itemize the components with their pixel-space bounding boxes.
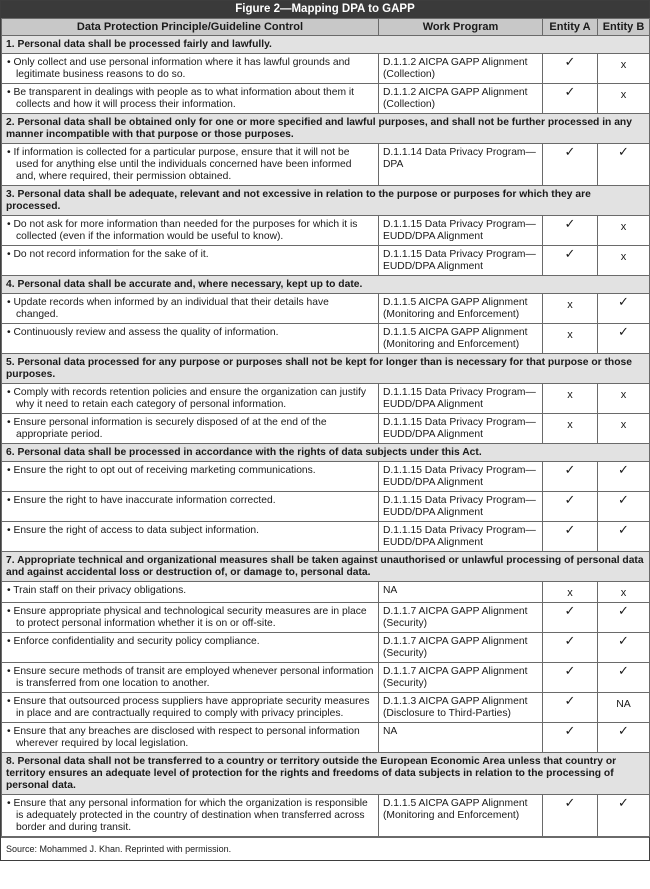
table-row [2, 693, 650, 723]
work-program-cell: D.1.1.15 Data Privacy Program—EUDD/DPA Alignment [379, 246, 543, 276]
work-program-cell: D.1.1.7 AICPA GAPP Alignment (Security) [379, 603, 543, 633]
entity-b-cell: x [598, 216, 650, 246]
table-row [2, 603, 650, 633]
control-cell: • Ensure the right to opt out of receiving marketing communications. [2, 462, 379, 492]
table-row [2, 582, 650, 603]
table-row [2, 84, 650, 114]
entity-b-cell: x [598, 414, 650, 444]
section-row [2, 186, 650, 216]
section-heading: 3. Personal data shall be adequate, relevant and not excessive in relation to the purpose or purposes for which they are processed. [2, 186, 650, 216]
control-cell: • Ensure that outsourced process suppliers have appropriate security measures in place and are contractually required to comply with privacy principles. [2, 693, 379, 723]
entity-b-cell: x [598, 582, 650, 603]
control-cell: • If information is collected for a particular purpose, ensure that it will not be used for anything else until the individuals concerned have been informed and, where required, their permission obtained. [2, 144, 379, 186]
work-program-cell: D.1.1.15 Data Privacy Program—EUDD/DPA Alignment [379, 216, 543, 246]
entity-b-cell: NA [598, 693, 650, 723]
control-cell: • Ensure appropriate physical and technological security measures are in place to protect personal information whether it is on or off-site. [2, 603, 379, 633]
table-row [2, 324, 650, 354]
work-program-cell: D.1.1.15 Data Privacy Program—EUDD/DPA Alignment [379, 522, 543, 552]
col-header-entity-a: Entity A [543, 19, 598, 36]
work-program-cell: D.1.1.15 Data Privacy Program—EUDD/DPA Alignment [379, 384, 543, 414]
section-row [2, 354, 650, 384]
table-row [2, 723, 650, 753]
header-row [2, 19, 650, 36]
control-cell: • Ensure the right of access to data subject information. [2, 522, 379, 552]
table-row [2, 795, 650, 837]
work-program-cell: NA [379, 582, 543, 603]
table-row [2, 414, 650, 444]
work-program-cell: D.1.1.15 Data Privacy Program—EUDD/DPA Alignment [379, 414, 543, 444]
col-header-entity-b: Entity B [598, 19, 650, 36]
table-row [2, 54, 650, 84]
section-row [2, 753, 650, 795]
entity-a-cell: x [543, 414, 598, 444]
section-row [2, 276, 650, 294]
entity-a-cell: ✓ [543, 54, 598, 84]
entity-a-cell: ✓ [543, 246, 598, 276]
section-heading: 1. Personal data shall be processed fairly and lawfully. [2, 36, 650, 54]
section-heading: 7. Appropriate technical and organizational measures shall be taken against unauthorised or unlawful processing of personal data and against accidental loss or destruction of, or damage to, personal data. [2, 552, 650, 582]
table-row [2, 522, 650, 552]
work-program-cell: D.1.1.15 Data Privacy Program—EUDD/DPA Alignment [379, 492, 543, 522]
section-row [2, 36, 650, 54]
entity-b-cell: ✓ [598, 492, 650, 522]
entity-a-cell: ✓ [543, 795, 598, 837]
table-body [2, 36, 650, 837]
entity-b-cell: ✓ [598, 663, 650, 693]
entity-a-cell: x [543, 294, 598, 324]
table-row [2, 294, 650, 324]
entity-a-cell: ✓ [543, 723, 598, 753]
entity-a-cell: ✓ [543, 144, 598, 186]
work-program-cell: D.1.1.5 AICPA GAPP Alignment (Monitoring and Enforcement) [379, 294, 543, 324]
control-cell: • Ensure personal information is securely disposed of at the end of the appropriate period. [2, 414, 379, 444]
work-program-cell: D.1.1.2 AICPA GAPP Alignment (Collection) [379, 54, 543, 84]
section-heading: 6. Personal data shall be processed in accordance with the rights of data subjects under this Act. [2, 444, 650, 462]
control-cell: • Only collect and use personal information where it has lawful grounds and legitimate business reasons to do so. [2, 54, 379, 84]
entity-b-cell: x [598, 384, 650, 414]
entity-b-cell: ✓ [598, 144, 650, 186]
section-heading: 8. Personal data shall not be transferred to a country or territory outside the European Economic Area unless that country or territory ensures an adequate level of protection for the rights and freedoms of data subjects in relation to the processing of personal data. [2, 753, 650, 795]
entity-b-cell: ✓ [598, 462, 650, 492]
entity-a-cell: x [543, 384, 598, 414]
entity-b-cell: ✓ [598, 723, 650, 753]
figure-title: Figure 2—Mapping DPA to GAPP [1, 1, 649, 18]
entity-a-cell: x [543, 582, 598, 603]
control-cell: • Do not record information for the sake of it. [2, 246, 379, 276]
control-cell: • Ensure secure methods of transit are employed whenever personal information is transferred from one location to another. [2, 663, 379, 693]
work-program-cell: D.1.1.3 AICPA GAPP Alignment (Disclosure to Third-Parties) [379, 693, 543, 723]
table-row [2, 633, 650, 663]
work-program-cell: D.1.1.15 Data Privacy Program—EUDD/DPA Alignment [379, 462, 543, 492]
control-cell: • Train staff on their privacy obligations. [2, 582, 379, 603]
entity-a-cell: ✓ [543, 663, 598, 693]
entity-a-cell: ✓ [543, 633, 598, 663]
control-cell: • Ensure that any personal information for which the organization is responsible is adequately protected in the country of destination when transferred across border and during transit. [2, 795, 379, 837]
work-program-cell: D.1.1.5 AICPA GAPP Alignment (Monitoring and Enforcement) [379, 795, 543, 837]
entity-b-cell: ✓ [598, 522, 650, 552]
entity-b-cell: ✓ [598, 603, 650, 633]
section-heading: 4. Personal data shall be accurate and, where necessary, kept up to date. [2, 276, 650, 294]
control-cell: • Ensure the right to have inaccurate information corrected. [2, 492, 379, 522]
section-row [2, 114, 650, 144]
entity-b-cell: x [598, 84, 650, 114]
work-program-cell: D.1.1.2 AICPA GAPP Alignment (Collection) [379, 84, 543, 114]
entity-a-cell: ✓ [543, 603, 598, 633]
entity-a-cell: ✓ [543, 492, 598, 522]
work-program-cell: D.1.1.7 AICPA GAPP Alignment (Security) [379, 663, 543, 693]
col-header-principle: Data Protection Principle/Guideline Control [2, 19, 379, 36]
table-row [2, 216, 650, 246]
control-cell: • Do not ask for more information than needed for the purposes for which it is collected (even if the information would be useful to know). [2, 216, 379, 246]
control-cell: • Ensure that any breaches are disclosed with respect to personal information wherever required by local legislation. [2, 723, 379, 753]
entity-a-cell: ✓ [543, 462, 598, 492]
entity-a-cell: x [543, 324, 598, 354]
entity-b-cell: ✓ [598, 294, 650, 324]
entity-a-cell: ✓ [543, 84, 598, 114]
entity-b-cell: ✓ [598, 633, 650, 663]
work-program-cell: D.1.1.7 AICPA GAPP Alignment (Security) [379, 633, 543, 663]
entity-b-cell: ✓ [598, 324, 650, 354]
entity-a-cell: ✓ [543, 522, 598, 552]
work-program-cell: NA [379, 723, 543, 753]
mapping-table [1, 18, 650, 837]
entity-a-cell: ✓ [543, 693, 598, 723]
entity-b-cell: ✓ [598, 795, 650, 837]
table-row [2, 462, 650, 492]
table-row [2, 246, 650, 276]
entity-b-cell: x [598, 54, 650, 84]
control-cell: • Continuously review and assess the quality of information. [2, 324, 379, 354]
table-row [2, 144, 650, 186]
section-heading: 2. Personal data shall be obtained only for one or more specified and lawful purposes, and shall not be further processed in any manner incompatible with that purpose or those purposes. [2, 114, 650, 144]
source-note: Source: Mohammed J. Khan. Reprinted with permission. [1, 837, 649, 860]
table-row [2, 663, 650, 693]
control-cell: • Enforce confidentiality and security policy compliance. [2, 633, 379, 663]
entity-b-cell: x [598, 246, 650, 276]
control-cell: • Comply with records retention policies and ensure the organization can justify why it need to retain each category of personal information. [2, 384, 379, 414]
section-row [2, 444, 650, 462]
control-cell: • Be transparent in dealings with people as to what information about them it collects and how it will process their information. [2, 84, 379, 114]
section-row [2, 552, 650, 582]
control-cell: • Update records when informed by an individual that their details have changed. [2, 294, 379, 324]
table-row [2, 384, 650, 414]
section-heading: 5. Personal data processed for any purpose or purposes shall not be kept for longer than is necessary for that purpose or those purposes. [2, 354, 650, 384]
entity-a-cell: ✓ [543, 216, 598, 246]
col-header-work-program: Work Program [379, 19, 543, 36]
table-row [2, 492, 650, 522]
work-program-cell: D.1.1.14 Data Privacy Program—DPA [379, 144, 543, 186]
work-program-cell: D.1.1.5 AICPA GAPP Alignment (Monitoring and Enforcement) [379, 324, 543, 354]
